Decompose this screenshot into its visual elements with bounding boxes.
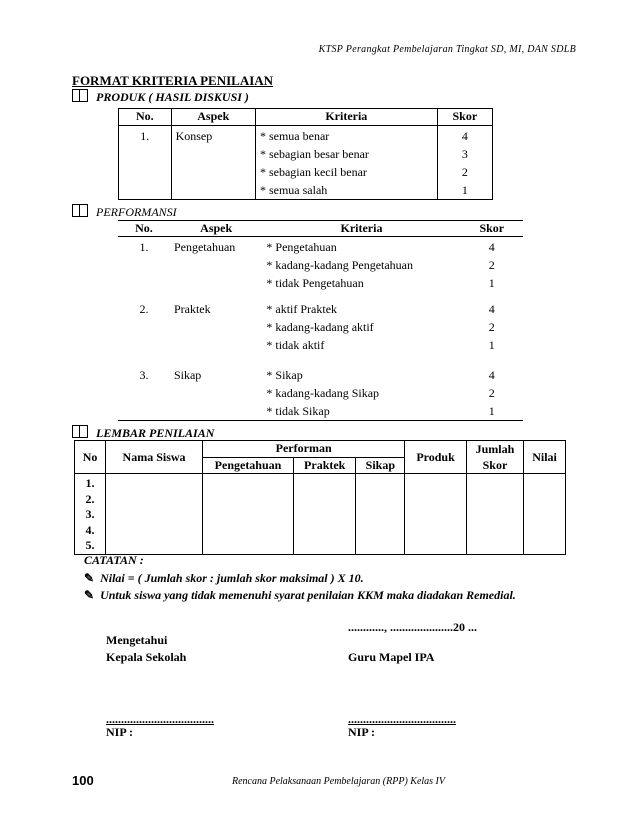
skor-item: 1 [488, 276, 495, 290]
catatan-item [84, 588, 516, 603]
book-icon [72, 89, 88, 102]
row-skor [461, 364, 523, 421]
performansi-row [118, 237, 523, 299]
produk-kriteria [255, 126, 437, 200]
col-skor: Skor [437, 109, 492, 126]
col-performan: Performan [202, 441, 404, 458]
book-icon [72, 204, 88, 217]
col-praktek: Praktek [294, 458, 356, 474]
col-aspek: Aspek [171, 109, 255, 126]
col-pengetahuan: Pengetahuan [202, 458, 293, 474]
col-no: No [75, 441, 106, 474]
student-numbers [75, 474, 106, 555]
kriteria-item: * kadang-kadang aktif [266, 320, 374, 334]
nip-left: NIP : [106, 725, 133, 739]
signature-line-right: .................................... [348, 712, 456, 726]
performansi-row [118, 364, 523, 421]
kriteria-item: * Sikap [266, 368, 303, 382]
kriteria-item: * tidak Sikap [266, 404, 330, 418]
kriteria-item: * kadang-kadang Pengetahuan [266, 258, 414, 272]
page-number: 100 [72, 773, 94, 788]
skor-item: 2 [488, 320, 495, 334]
col-produk: Produk [405, 441, 467, 474]
kriteria-item: * Pengetahuan [266, 240, 337, 254]
col-nama-siswa: Nama Siswa [106, 441, 203, 474]
row-number: 4. [85, 522, 95, 537]
produk-no: 1. [119, 126, 172, 200]
performansi-row [118, 298, 523, 364]
kriteria-item: * tidak aktif [266, 338, 325, 352]
kriteria-item: * sebagian besar benar [259, 147, 369, 161]
skor-item: 2 [461, 165, 468, 179]
catatan-text: Untuk siswa yang tidak memenuhi syarat penilaian KKM maka diadakan Remedial. [100, 588, 516, 602]
kriteria-item: * aktif Praktek [266, 302, 338, 316]
pencil-icon: ✎ [84, 588, 95, 602]
produk-heading-text: PRODUK ( HASIL DISKUSI ) [96, 90, 249, 104]
col-no: No. [119, 109, 172, 126]
kriteria-item: * semua benar [259, 129, 330, 143]
row-no: 3. [118, 364, 170, 421]
cell-nilai[interactable] [524, 474, 566, 555]
mengetahui-label: Mengetahui [106, 633, 168, 647]
catatan-item [84, 571, 364, 586]
lembar-penilaian-table [74, 440, 566, 555]
section-lembar-heading [72, 425, 214, 441]
col-skor: Skor [461, 221, 523, 237]
kepala-sekolah-label: Kepala Sekolah [106, 650, 187, 664]
cell-produk[interactable] [405, 474, 467, 555]
col-jumlah-skor [466, 441, 523, 474]
performansi-table [118, 220, 523, 421]
row-no: 1. [139, 240, 149, 254]
kriteria-item: * kadang-kadang Sikap [266, 386, 380, 400]
guru-mapel-label: Guru Mapel IPA [348, 650, 435, 664]
row-kriteria [262, 364, 460, 421]
jumlah-label: Jumlah [475, 442, 515, 456]
produk-skor [437, 126, 492, 200]
nip-right: NIP : [348, 725, 375, 739]
row-kriteria [262, 298, 460, 364]
produk-aspek: Konsep [171, 126, 255, 200]
skor-item: 4 [488, 368, 495, 382]
lembar-heading-text: LEMBAR PENILAIAN [96, 426, 215, 440]
row-skor [461, 298, 523, 364]
row-aspek: Pengetahuan [173, 240, 236, 254]
section-produk-heading [72, 89, 249, 105]
row-aspek: Praktek [173, 302, 211, 316]
running-header: KTSP Perangkat Pembelajaran Tingkat SD, MI, DAN SDLB [318, 44, 576, 55]
skor-item: 2 [488, 258, 495, 272]
kriteria-item: * sebagian kecil benar [259, 165, 367, 179]
performansi-heading-text: PERFORMANSI [96, 205, 177, 219]
pencil-icon: ✎ [84, 571, 95, 585]
row-number: 2. [85, 491, 95, 506]
catatan-label: CATATAN : [84, 553, 144, 567]
row-no: 2. [139, 302, 149, 316]
col-sikap: Sikap [356, 458, 405, 474]
row-skor [461, 237, 523, 299]
catatan-text: Nilai = ( Jumlah skor : jumlah skor maksimal ) X 10. [100, 571, 364, 585]
row-number: 1. [85, 476, 95, 490]
skor-label: Skor [482, 458, 508, 472]
cell-jumlah-skor[interactable] [466, 474, 523, 555]
section-performansi-heading [72, 204, 177, 220]
row-number: 3. [85, 507, 95, 521]
book-icon [72, 425, 88, 438]
cell-pengetahuan[interactable] [202, 474, 293, 555]
skor-item: 2 [488, 386, 495, 400]
skor-item: 1 [461, 183, 468, 197]
produk-table [118, 108, 493, 200]
col-kriteria: Kriteria [255, 109, 437, 126]
col-aspek: Aspek [170, 221, 262, 237]
skor-item: 4 [488, 240, 495, 254]
col-no: No. [118, 221, 170, 237]
page-title: FORMAT KRITERIA PENILAIAN [72, 73, 274, 88]
kriteria-item: * semua salah [259, 183, 328, 197]
skor-item: 3 [461, 147, 468, 161]
col-kriteria: Kriteria [262, 221, 460, 237]
running-footer: Rencana Pelaksanaan Pembelajaran (RPP) Kelas IV [232, 776, 445, 787]
kriteria-item: * tidak Pengetahuan [266, 276, 364, 290]
skor-item: 1 [488, 338, 495, 352]
skor-item: 4 [488, 302, 495, 316]
skor-item: 4 [461, 129, 468, 143]
cell-nama-siswa[interactable] [106, 474, 203, 555]
skor-item: 1 [488, 404, 495, 418]
date-line: ............, .....................20 ... [348, 620, 477, 634]
row-kriteria [262, 237, 460, 299]
row-aspek: Sikap [170, 364, 262, 421]
col-nilai: Nilai [524, 441, 566, 474]
cell-praktek[interactable] [294, 474, 356, 555]
cell-sikap[interactable] [356, 474, 405, 555]
row-number: 5. [85, 538, 95, 552]
signature-line-left: .................................... [106, 712, 214, 726]
